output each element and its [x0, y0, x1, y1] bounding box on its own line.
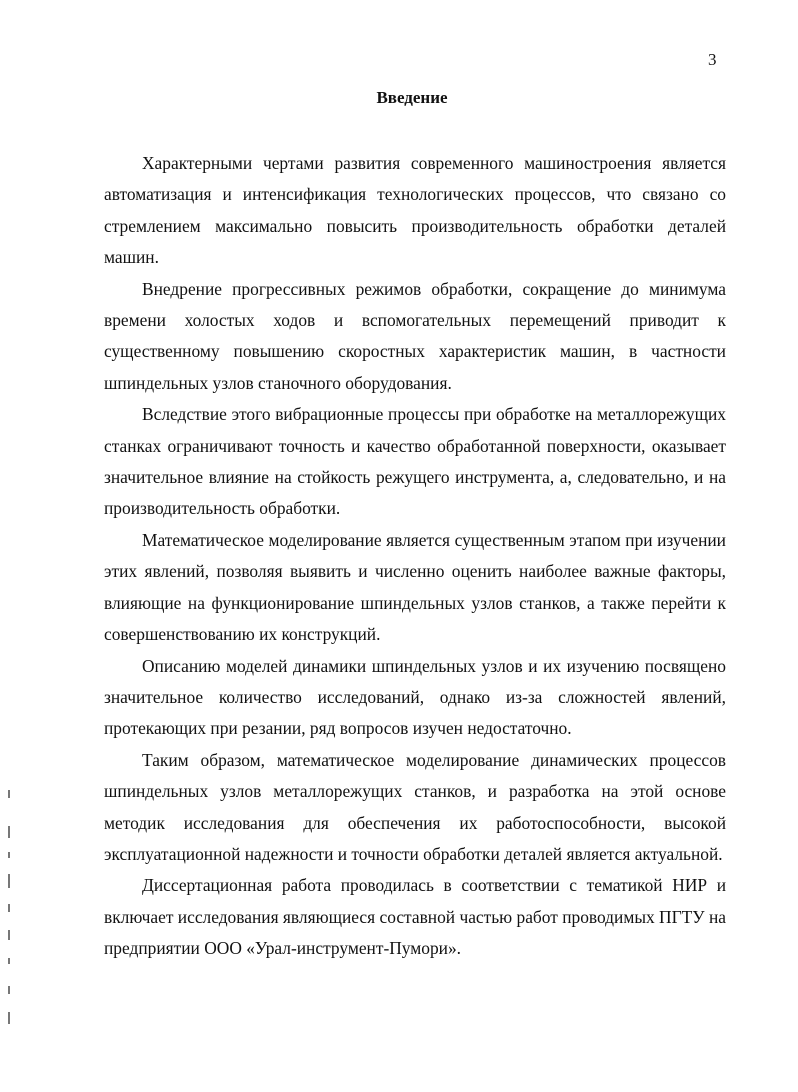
paragraph-6: Таким образом, математическое моделирование динамических процессов шпиндельных узлов металлорежущих станков, и разработка на этой основе методик исследования для обеспечения их работоспособности, высокой эксплуатационной надежности и точности обработки деталей является актуальной.	[104, 749, 726, 864]
paragraph-1: Характерными чертами развития современного машиностроения является автоматизация и интенсификация технологических процессов, что связано со стремлением максимально повысить производительность обработки деталей машин.	[104, 153, 726, 268]
body-text	[104, 148, 726, 965]
paragraph-7: Диссертационная работа проводилась в соответствии с тематикой НИР и включает исследования являющиеся составной частью работ проводимых ПГТУ на предприятии ООО «Урал-инструмент-Пумори».	[104, 875, 726, 959]
page-title: Введение	[376, 88, 448, 107]
paragraph-3: Вследствие этого вибрационные процессы при обработке на металлорежущих станках ограничивают точность и качество обработанной поверхности, оказывает значительное влияние на стойкость режущего инструмента, а, следовательно, и на производительность обработки.	[104, 404, 726, 519]
page-number: 3	[708, 50, 717, 69]
paragraph-4: Математическое моделирование является существенным этапом при изучении этих явлений, позволяя выявить и численно оценить наиболее важные факторы, влияющие на функционирование шпиндельных узлов станков, а также перейти к совершенствованию их конструкций.	[104, 529, 726, 645]
scan-edge-marks	[6, 790, 14, 1030]
paragraph-5: Описанию моделей динамики шпиндельных узлов и их изучению посвящено значительное количество исследований, однако из-за сложностей явлений, протекающих при резании, ряд вопросов изучен недостаточно.	[104, 655, 726, 739]
paragraph-2: Внедрение прогрессивных режимов обработки, сокращение до минимума времени холостых ходов и вспомогательных перемещений приводит к существенному повышению скоростных характеристик машин, в частности шпиндельных узлов станочного оборудования.	[104, 278, 726, 393]
